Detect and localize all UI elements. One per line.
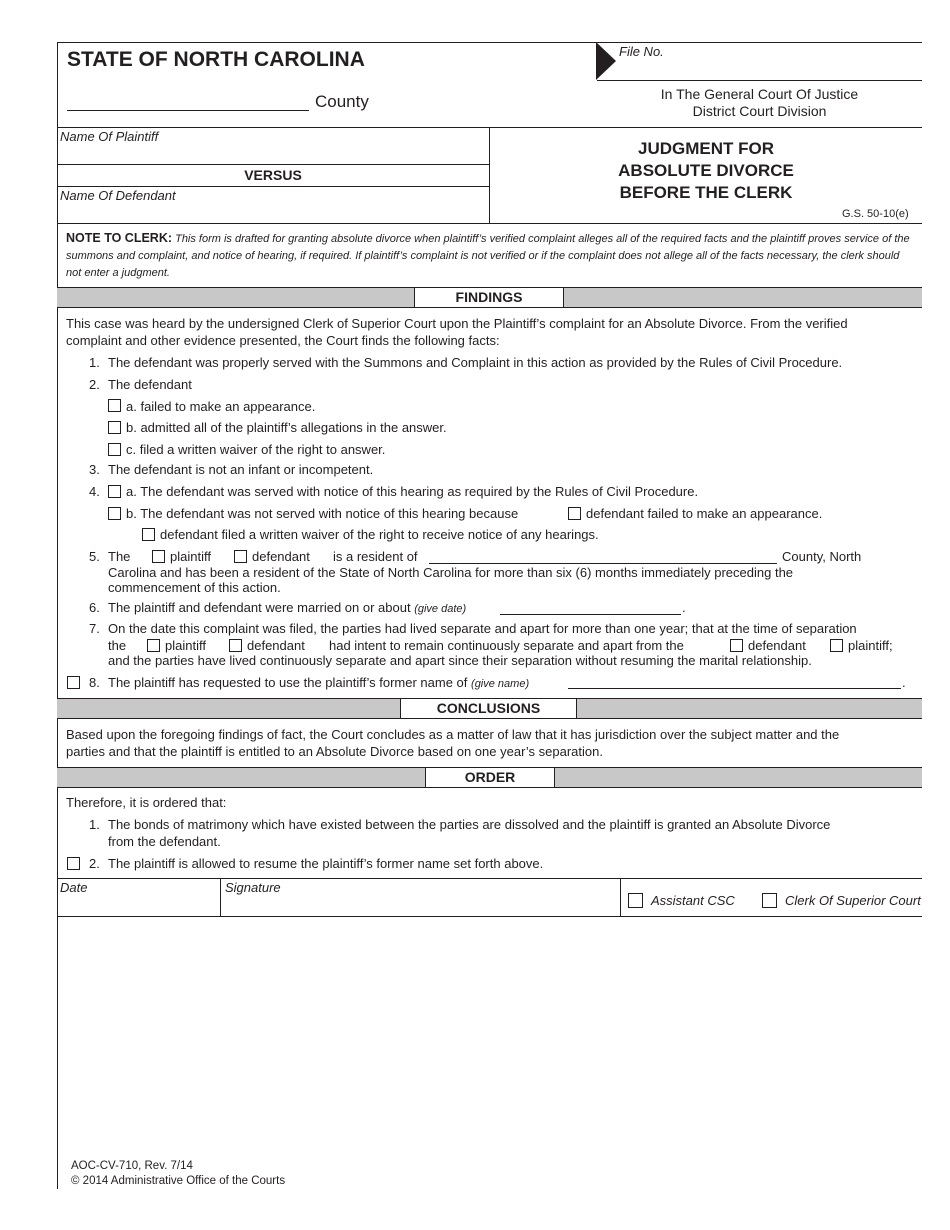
assistant-csc-checkbox[interactable] xyxy=(628,893,643,908)
finding-4b-text: b. The defendant was not served with notice of this hearing because xyxy=(126,506,519,521)
finding-7-plaintiff-label: plaintiff xyxy=(165,638,206,653)
signature-title-divider xyxy=(620,878,621,916)
finding-8-checkbox[interactable] xyxy=(67,676,80,689)
plaintiff-input[interactable] xyxy=(60,142,485,162)
finding-7-defendant-checkbox[interactable] xyxy=(229,639,242,652)
findings-intro-1: This case was heard by the undersigned Clerk of Superior Court upon the Plaintiff’s complaint for an Absolute Divorce. From the verified xyxy=(66,316,848,331)
finding-7-the: the xyxy=(108,638,127,653)
conclusions-heading: CONCLUSIONS xyxy=(400,698,577,719)
finding-4a-text: a. The defendant was served with notice of this hearing as required by the Rules of Civil Procedure. xyxy=(126,484,699,499)
finding-5-defendant-checkbox[interactable] xyxy=(234,550,247,563)
former-name-input[interactable] xyxy=(568,688,901,689)
order-band xyxy=(57,767,922,788)
file-no-label: File No. xyxy=(619,44,664,59)
note-top-border xyxy=(57,223,922,224)
state-title: STATE OF NORTH CAROLINA xyxy=(67,48,365,71)
finding-5-line-3: commencement of this action. xyxy=(108,580,281,595)
finding-5-plaintiff-checkbox[interactable] xyxy=(152,550,165,563)
order-heading: ORDER xyxy=(425,767,555,788)
finding-2a-checkbox[interactable] xyxy=(108,399,121,412)
finding-4a-checkbox[interactable] xyxy=(108,485,121,498)
finding-2a-text: a. failed to make an appearance. xyxy=(126,399,316,414)
finding-7-line-3: and the parties have lived continuously separate and apart since their separation without resuming the marital relationship. xyxy=(108,653,812,668)
finding-5-resident-label: is a resident of xyxy=(333,549,418,564)
finding-8-num: 8. xyxy=(89,675,100,690)
versus-line xyxy=(57,186,489,187)
plaintiff-label: Name Of Plaintiff xyxy=(60,129,159,144)
form-title xyxy=(490,138,922,204)
conclusions-line-2: parties and that the plaintiff is entitled to an Absolute Divorce based on one year’s separation. xyxy=(66,744,603,759)
findings-heading: FINDINGS xyxy=(414,287,564,308)
court-line-1: In The General Court Of Justice xyxy=(660,86,859,102)
finding-4b-waiver-checkbox[interactable] xyxy=(142,528,155,541)
finding-2-text: The defendant xyxy=(108,377,192,392)
finding-5-line-2: Carolina and has been a resident of the State of North Carolina for more than six (6) months immediately preceding the xyxy=(108,565,794,580)
finding-4b-no-appearance-text: defendant failed to make an appearance. xyxy=(586,506,823,521)
signature-row-top xyxy=(57,878,922,879)
signature-row-bottom xyxy=(57,916,922,917)
order-1-line-2: from the defendant. xyxy=(108,834,221,849)
date-input[interactable] xyxy=(60,892,216,914)
finding-6-hint: (give date) xyxy=(414,603,467,615)
finding-5-county-input[interactable] xyxy=(429,563,777,564)
finding-6-num: 6. xyxy=(89,600,100,615)
signature-label: Signature xyxy=(225,880,281,895)
finding-4-num: 4. xyxy=(89,484,100,499)
note-to-clerk xyxy=(66,230,916,282)
finding-2b-text: b. admitted all of the plaintiff’s allegations in the answer. xyxy=(126,420,447,435)
conclusions-band xyxy=(57,698,922,719)
finding-8-period: . xyxy=(902,675,906,690)
finding-5-county-label: County, North xyxy=(782,549,862,564)
finding-6-text xyxy=(108,600,466,615)
finding-2b-checkbox[interactable] xyxy=(108,421,121,434)
order-intro: Therefore, it is ordered that: xyxy=(66,795,227,810)
finding-1-num: 1. xyxy=(89,355,100,370)
finding-7-mid-text: had intent to remain continuously separate and apart from the xyxy=(329,638,684,653)
finding-3-text: The defendant is not an infant or incompetent. xyxy=(108,462,374,477)
title-line-2: ABSOLUTE DIVORCE xyxy=(618,161,794,180)
finding-3-num: 3. xyxy=(89,462,100,477)
title-line-1: JUDGMENT FOR xyxy=(638,139,774,158)
clerk-checkbox[interactable] xyxy=(762,893,777,908)
order-1-num: 1. xyxy=(89,817,100,832)
finding-4b-checkbox[interactable] xyxy=(108,507,121,520)
order-2-num: 2. xyxy=(89,856,100,871)
court-name xyxy=(597,86,922,120)
finding-5-defendant-label: defendant xyxy=(252,549,310,564)
date-label: Date xyxy=(60,880,88,895)
file-no-top-border xyxy=(597,42,922,43)
marriage-date-input[interactable] xyxy=(500,614,681,615)
finding-7-plaintiff2-label: plaintiff; xyxy=(848,638,893,653)
plaintiff-line xyxy=(57,164,489,165)
finding-7-line-1: On the date this complaint was filed, the parties had lived separate and apart for more than one year; that at the time of separation xyxy=(108,621,857,636)
finding-7-plaintiff-checkbox[interactable] xyxy=(147,639,160,652)
findings-intro-2: complaint and other evidence presented, the Court finds the following facts: xyxy=(66,333,500,348)
finding-8-hint: (give name) xyxy=(471,678,530,690)
defendant-label: Name Of Defendant xyxy=(60,188,176,203)
note-label: NOTE TO CLERK: xyxy=(66,231,173,245)
finding-7-defendant-label: defendant xyxy=(247,638,305,653)
court-line-2: District Court Division xyxy=(692,103,827,119)
title-line-3: BEFORE THE CLERK xyxy=(619,183,793,202)
file-no-input[interactable] xyxy=(622,52,920,78)
finding-6-label: The plaintiff and defendant were married on or about xyxy=(108,600,411,615)
findings-band xyxy=(57,287,922,308)
versus-label: VERSUS xyxy=(244,167,302,183)
top-border xyxy=(57,42,597,43)
defendant-input[interactable] xyxy=(60,200,485,220)
order-1-line-1: The bonds of matrimony which have existed between the parties are dissolved and the plaintiff is granted an Absolute Divorce xyxy=(108,817,831,832)
form-id: AOC-CV-710, Rev. 7/14 xyxy=(71,1160,193,1172)
county-label: County xyxy=(315,92,369,111)
finding-2c-checkbox[interactable] xyxy=(108,443,121,456)
assistant-csc-label: Assistant CSC xyxy=(651,893,735,908)
finding-7-defendant2-label: defendant xyxy=(748,638,806,653)
finding-8-label: The plaintiff has requested to use the plaintiff’s former name of xyxy=(108,675,468,690)
finding-2c-text: c. filed a written waiver of the right to answer. xyxy=(126,442,386,457)
finding-7-defendant2-checkbox[interactable] xyxy=(730,639,743,652)
finding-7-plaintiff2-checkbox[interactable] xyxy=(830,639,843,652)
finding-4b-waiver-text: defendant filed a written waiver of the right to receive notice of any hearings. xyxy=(160,527,599,542)
signature-input[interactable] xyxy=(225,892,615,914)
finding-5-num: 5. xyxy=(89,549,100,564)
left-border xyxy=(57,42,58,1189)
finding-4b-no-appearance-checkbox[interactable] xyxy=(568,507,581,520)
conclusions-line-1: Based upon the foregoing findings of fact, the Court concludes as a matter of law that it has jurisdiction over the subject matter and the xyxy=(66,727,840,742)
finding-5-the: The xyxy=(108,549,131,564)
order-2-text: The plaintiff is allowed to resume the plaintiff’s former name set forth above. xyxy=(108,856,544,871)
finding-2-num: 2. xyxy=(89,377,100,392)
file-no-bottom-border xyxy=(597,80,922,81)
finding-7-num: 7. xyxy=(89,621,100,636)
finding-6-period: . xyxy=(682,600,686,615)
county-input[interactable] xyxy=(67,110,309,111)
finding-1-text: The defendant was properly served with the Summons and Complaint in this action as provided by the Rules of Civil Procedure. xyxy=(108,355,843,370)
note-text: This form is drafted for granting absolute divorce when plaintiff’s verified complaint alleges all of the required facts and the plaintiff proves service of the summons and complaint, and notice of hearing, if required. If plaintiff’s complaint is not verified or if the complaint does not allege all of the facts necessary, the clerk should not enter a judgment. xyxy=(66,233,910,279)
order-2-checkbox[interactable] xyxy=(67,857,80,870)
copyright: © 2014 Administrative Office of the Courts xyxy=(71,1175,286,1187)
clerk-label: Clerk Of Superior Court xyxy=(785,893,921,908)
finding-8-text xyxy=(108,675,529,690)
date-signature-divider xyxy=(220,878,221,916)
finding-5-plaintiff-label: plaintiff xyxy=(170,549,211,564)
file-no-arrow-icon xyxy=(596,42,618,80)
statute-ref: G.S. 50-10(e) xyxy=(842,208,909,220)
